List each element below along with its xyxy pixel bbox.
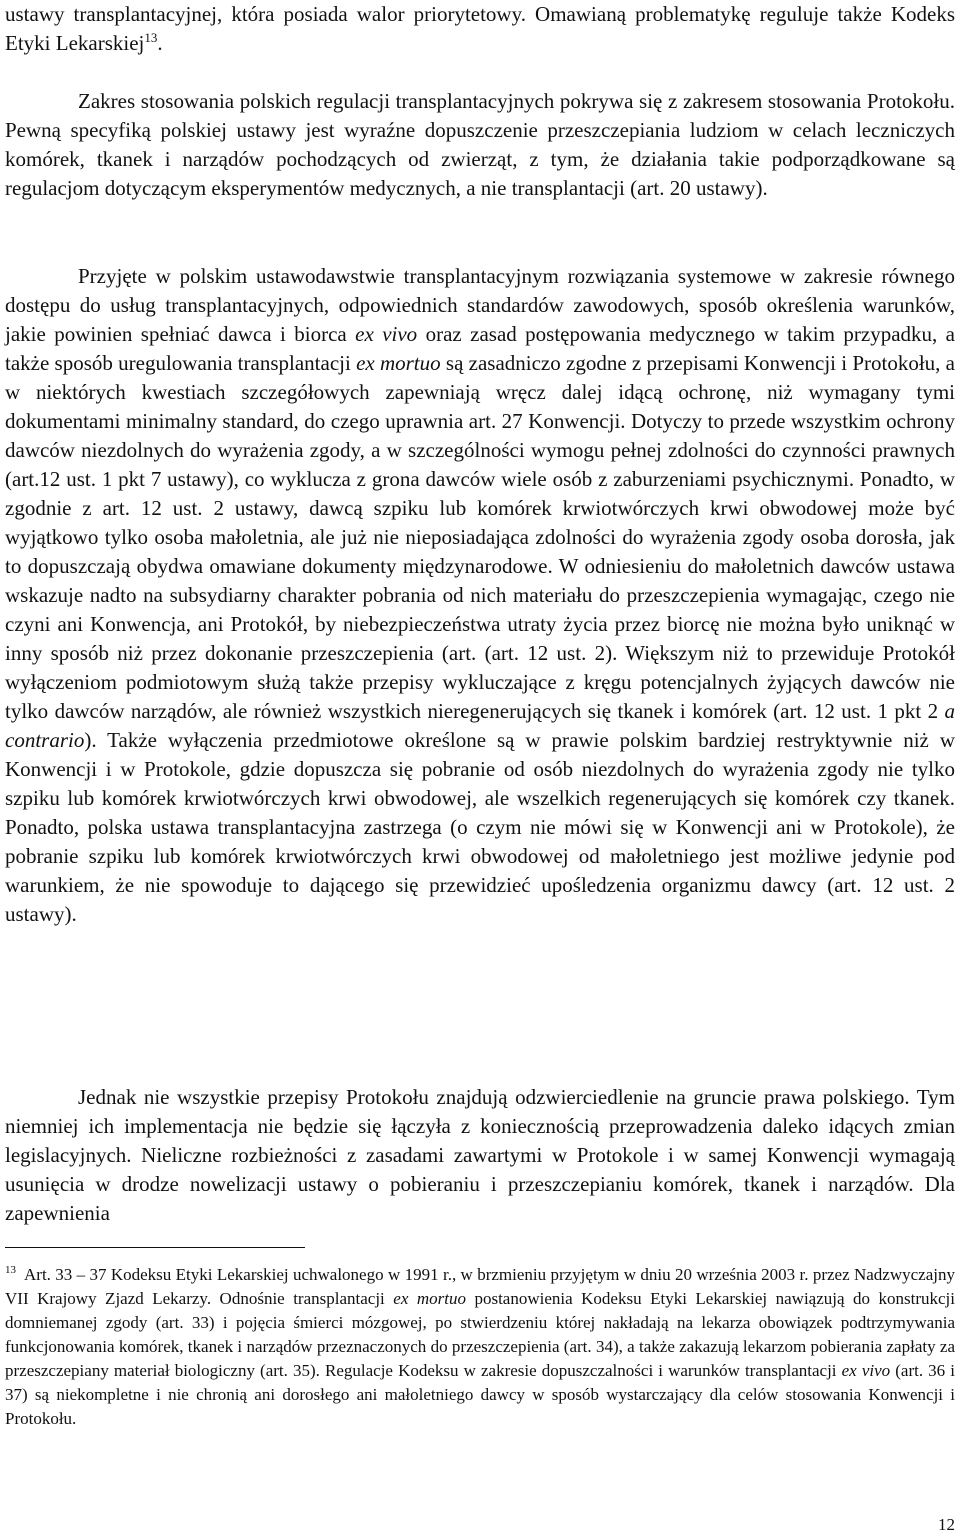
footnote-13 bbox=[5, 1263, 955, 1431]
footnote-text-b: postanowienia Kodeksu Etyki Lekarskiej nawiązują do konstrukcji domniemanej zgody (art. 33) i pojęcia śmierci mózgowej, po stwierdzeniu której nakładają na lekarza obowiązek podtrzymywania funkcjonowania komórek, tkanek i narządów przeznaczonych do przeszczepienia (art. 34), a także zakazują lekarzom pobierania zapłaty za przeszczepiany materiał biologiczny (art. 35). Regulacje Kodeksu w zakresie dopuszczalności i warunków transplantacji bbox=[5, 1289, 956, 1380]
term-ex-mortuo: ex mortuo bbox=[356, 351, 441, 375]
paragraph-1-end: . bbox=[157, 31, 163, 55]
footnote-text-a: Art. 33 – 37 Kodeksu Etyki Lekarskiej uchwalonego w 1991 r., w brzmieniu przyjętym w dniu 20 września 2003 r. przez Nadzwyczajny VII Krajowy Zjazd Lekarzy. Odnośnie transplantacji bbox=[5, 1265, 955, 1308]
footnote-term-ex-mortuo: ex mortuo bbox=[393, 1289, 466, 1308]
paragraph-3-text-b: oraz zasad postępowania medycznego w takim przypadku, a także sposób uregulowania transplantacji bbox=[5, 322, 955, 375]
paragraph-3-text-c: są zasadniczo zgodne z przepisami Konwencji i Protokołu, a w niektórych kwestiach szczegółowych zapewniają wręcz dalej idącą ochronę, niż wymagany tymi dokumentami minimalny standard, do czego uprawnia art. 27 Konwencji. Dotyczy to przede wszystkim ochrony dawców niezdolnych do wyrażenia zgody, a w szczególności wymogu pełnej zdolności do czynności prawnych (art.12 ust. 1 pkt 7 ustawy), co wyklucza z grona dawców wiele osób z zaburzeniami psychicznymi. Ponadto, w zgodnie z art. 12 ust. 2 ustawy, dawcą szpiku lub komórek krwiotwórczych krwi obwodowej może być wyjątkowo tylko osoba małoletnia, ale już nie nieposiadająca zdolności do wyrażenia zgody osoba dorosła, jak to dopuszczają obydwa omawiane dokumenty międzynarodowe. W odniesieniu do małoletnich dawców ustawa wskazuje nadto na subsydiarny charakter pobrania od nich materiału do przeszczepienia wymagając, czego nie czyni ani Konwencja, ani Protokół, by niebezpieczeństwa utraty życia przez biorcę nie można było uniknąć w inny sposób niż przez dokonanie przeszczepienia (art. (art. 12 ust. 2). Większym niż to przewiduje Protokół wyłączeniom podmiotowym służą także przepisy wykluczające z kręgu potencjalnych żyjących dawców nie tylko dawców narządów, ale również wszystkich nieregenerujących się tkanek i komórek (art. 12 ust. 1 pkt 2 bbox=[5, 351, 955, 723]
page-number: 12 bbox=[938, 1515, 955, 1534]
footnote-number: 13 bbox=[5, 1264, 16, 1276]
paragraph-1 bbox=[5, 0, 955, 58]
footnote-separator bbox=[5, 1247, 305, 1248]
paragraph-3 bbox=[5, 262, 955, 929]
paragraph-3-text-a: Przyjęte w polskim ustawodawstwie transplantacyjnym rozwiązania systemowe w zakresie równego dostępu do usług transplantacyjnych, odpowiednich standardów zawodowych, sposób określenia warunków, jakie powinien spełniać dawca i biorca bbox=[5, 264, 955, 346]
footnote-text-c: (art. 36 i 37) są niekompletne i nie chronią ani dorosłego ani małoletniego dawcy w sposób wystarczający dla celów stosowania Konwencji i Protokołu. bbox=[5, 1361, 955, 1428]
term-ex-vivo: ex vivo bbox=[355, 322, 418, 346]
term-a-contrario: a contrario bbox=[5, 699, 955, 752]
paragraph-4: Jednak nie wszystkie przepisy Protokołu znajdują odzwierciedlenie na gruncie prawa polskiego. Tym niemniej ich implementacja nie będzie się łączyła z koniecznością przeprowadzenia daleko idących zmian legislacyjnych. Nieliczne rozbieżności z zasadami zawartymi w Protokole i w samej Konwencji wymagają usunięcia w drodze nowelizacji ustawy o pobieraniu i przeszczepianiu komórek, tkanek i narządów. Dla zapewnienia bbox=[5, 1085, 955, 1225]
paragraph-3-text-d: ). Także wyłączenia przedmiotowe określone są w prawie polskim bardziej restryktywnie niż w Konwencji i w Protokole, gdzie dopuszcza się pobranie od osób niezdolnych do wyrażenia zgody nie tylko szpiku lub komórek krwiotwórczych krwi obwodowej, ale wszelkich regenerujących się komórek czy tkanek. Ponadto, polska ustawa transplantacyjna zastrzega (o czym nie mówi się w Konwencji ani w Protokole), że pobranie szpiku lub komórek krwiotwórczych krwi obwodowej od małoletniego jest możliwe jedynie pod warunkiem, że nie spowoduje to dającego się przewidzieć upośledzenia organizmu dawcy (art. 12 ust. 2 ustawy). bbox=[5, 728, 955, 926]
footnote-term-ex-vivo: ex vivo bbox=[841, 1361, 891, 1380]
paragraph-1-text: ustawy transplantacyjnej, która posiada walor priorytetowy. Omawianą problematykę reguluje także Kodeks Etyki Lekarskiej bbox=[5, 2, 955, 55]
footnote-reference[interactable]: 13 bbox=[144, 30, 158, 45]
paragraph-2: Zakres stosowania polskich regulacji transplantacyjnych pokrywa się z zakresem stosowania Protokołu. Pewną specyfiką polskiej ustawy jest wyraźne dopuszczenie przeszczepiania ludziom w celach leczniczych komórek, tkanek i narządów pochodzących od zwierząt, z tym, że działania takie podporządkowane są regulacjom dotyczącym eksperymentów medycznych, a nie transplantacji (art. 20 ustawy). bbox=[5, 89, 955, 200]
